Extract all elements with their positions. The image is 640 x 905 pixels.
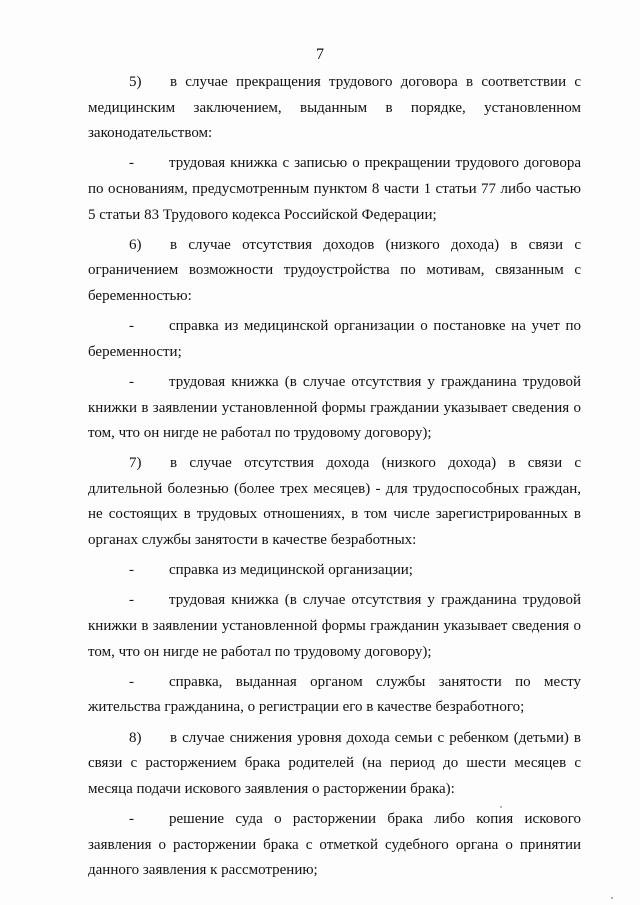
list-marker: 5)	[129, 74, 142, 90]
scan-speck	[500, 806, 502, 808]
paragraph-bullet	[88, 807, 581, 884]
paragraph-text: решение суда о расторжении брака либо копия искового заявления о расторжении брака с отметкой судебного органа о принятии данного заявления к рассмотрению;	[88, 810, 581, 879]
dash-marker: -	[129, 673, 134, 690]
paragraph-bullet	[88, 151, 581, 228]
paragraph-item-5	[88, 70, 581, 147]
paragraph-item-8	[88, 726, 581, 803]
paragraph-text: в случае снижения уровня дохода семьи с ребенком (детьми) в связи с расторжением брака родителей (на период до шести месяцев с месяца подачи искового заявления о расторжении брака):	[88, 729, 581, 797]
document-body	[88, 70, 581, 888]
paragraph-bullet	[88, 558, 581, 584]
paragraph-item-7	[88, 451, 581, 553]
dash-marker: -	[129, 810, 134, 827]
scan-speck	[611, 897, 613, 899]
list-marker: 7)	[129, 455, 142, 472]
paragraph-text: в случае отсутствия доходов (низкого дохода) в связи с ограничением возможности трудоустройства по мотивам, связанным с беременностью:	[88, 236, 581, 304]
paragraph-text: справка, выданная органом службы занятости по месту жительства гражданина, о регистрации его в качестве безработного;	[88, 673, 581, 716]
paragraph-text: справка из медицинской организации;	[169, 562, 413, 579]
paragraph-text: трудовая книжка (в случае отсутствия у гражданина трудовой книжки в заявлении установленной формы гражданин указывает сведения о том, что он нигде не работал по трудовому договору);	[88, 592, 581, 660]
paragraph-text: трудовая книжка (в случае отсутствия у гражданина трудовой книжки в заявлении установленной формы граждании указывает сведения о том, что он нигде не работал по трудовому договору);	[88, 373, 581, 442]
dash-marker: -	[129, 592, 134, 609]
dash-marker: -	[129, 318, 134, 335]
paragraph-bullet	[88, 314, 581, 365]
paragraph-text: в случае отсутствия дохода (низкого дохода) в связи с длительной болезнью (более трех месяцев) - для трудоспособных граждан, не состоящих в трудовых отношениях, в том числе зарегистрированных в органах службы занятости в качестве безработных:	[88, 455, 581, 549]
paragraph-bullet	[88, 588, 581, 665]
page-number: 7	[316, 46, 324, 63]
paragraph-item-6	[88, 233, 581, 310]
paragraph-bullet	[88, 670, 581, 721]
paragraph-text: справка из медицинской организации о постановке на учет по беременности;	[88, 318, 581, 360]
paragraph-bullet	[88, 370, 581, 447]
dash-marker: -	[129, 155, 134, 172]
list-marker: 8)	[129, 729, 142, 746]
dash-marker: -	[129, 562, 134, 579]
dash-marker: -	[129, 373, 134, 390]
list-marker: 6)	[129, 236, 142, 253]
paragraph-text: трудовая книжка с записью о прекращении трудового договора по основаниям, предусмотренным пунктом 8 части 1 статьи 77 либо частью 5 статьи 83 Трудового кодекса Российской Федерации;	[88, 155, 581, 223]
paragraph-text: в случае прекращения трудового договора в соответствии с медицинским заключением, выданным в порядке, установленном законодательством:	[88, 74, 581, 142]
